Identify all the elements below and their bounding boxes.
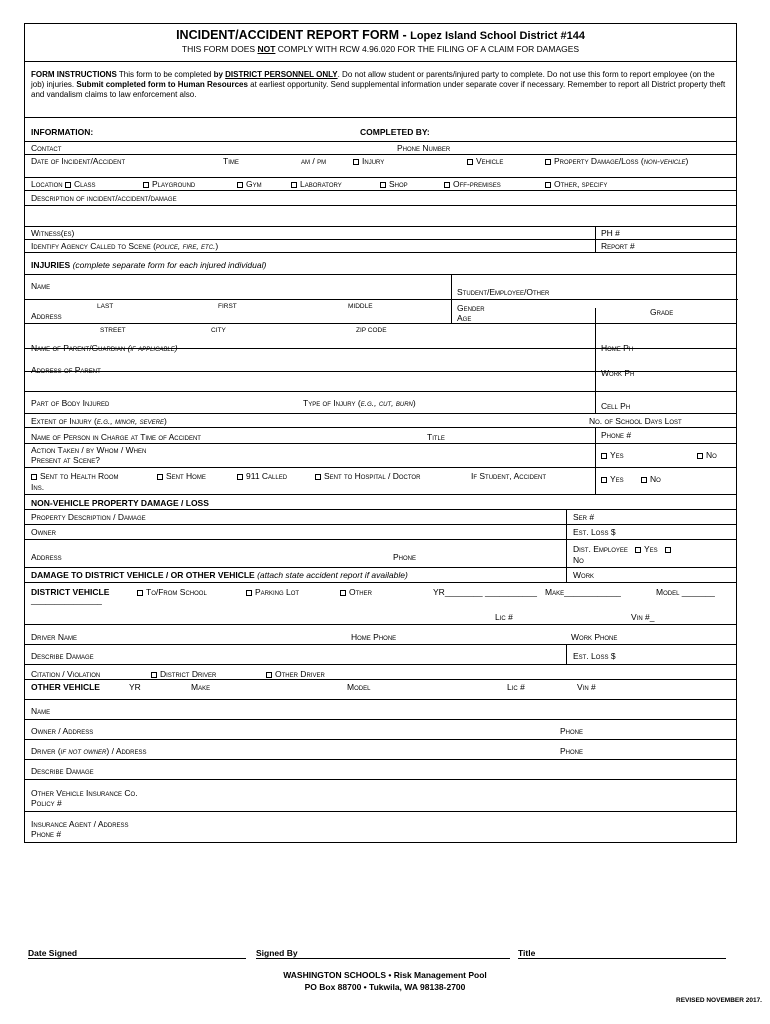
org-name: WASHINGTON SCHOOLS • Risk Management Pool (283, 970, 487, 980)
emp-no-checkbox[interactable] (665, 547, 671, 553)
description-line[interactable] (25, 206, 736, 227)
property-header: NON-VEHICLE PROPERTY DAMAGE / LOSS (25, 495, 736, 510)
district-vehicle-row[interactable]: DISTRICT VEHICLE To/From School Parking Lot Other YR________ ___________ Make____________ Model _______ _______________ Lic # Vin #_ (25, 583, 736, 625)
information-header: INFORMATION: COMPLETED BY: (25, 118, 736, 142)
location-row: Location Class Playground Gym Laboratory Shop Off-premises Other, specify (25, 178, 736, 191)
class-checkbox[interactable] (65, 182, 71, 188)
property-owner-row[interactable]: Owner Est. Loss $ (25, 525, 736, 540)
form-notice: THIS FORM DOES NOT COMPLY WITH RCW 4.96.020 FOR THE FILING OF A CLAIM FOR DAMAGES (181, 44, 580, 54)
form-title: INCIDENT/ACCIDENT REPORT FORM - Lopez Island School District #144 (176, 28, 585, 42)
body-part-row[interactable]: Part of Body Injured Type of Injury (e.g., cut, burn) Cell Ph (25, 392, 736, 414)
title-label: Title (518, 948, 726, 959)
org-address: PO Box 88700 • Tukwila, WA 98138-2700 (304, 982, 466, 992)
gym-checkbox[interactable] (237, 182, 243, 188)
driver-name-row[interactable]: Driver Name Home Phone Work Phone (25, 625, 736, 645)
other-location-checkbox[interactable] (545, 182, 551, 188)
off-premises-checkbox[interactable] (444, 182, 450, 188)
shop-checkbox[interactable] (380, 182, 386, 188)
form-header (25, 24, 736, 62)
date-row[interactable]: Date of Incident/Accident Time am / pm Injury Vehicle Property Damage/Loss (non-vehicle) (25, 155, 736, 178)
property-description-row[interactable]: Property Description / Damage Ser # (25, 510, 736, 525)
injuries-header: INJURIES (complete separate form for each injured individual) (25, 253, 736, 275)
contact-row[interactable]: Contact Phone Number (25, 142, 736, 155)
witness-row[interactable]: Witness(es) PH # (25, 227, 736, 240)
other-describe-row[interactable]: Describe Damage (25, 760, 736, 780)
disposition-row: Sent to Health Room Sent Home 911 Called Sent to Hospital / Doctor If Student, Accident Ins. Yes No (25, 468, 736, 495)
form-instructions: FORM INSTRUCTIONS This form to be completed by DISTRICT PERSONNEL ONLY. Do not allow student or parents/injured party to complete. Do not use this form to report employee (on the job) injuries. Submit completed form to Human Resources at earliest opportunity. Send supplemental information under separate cover if necessary. Remember to report all District property theft and vandalism claims to law enforcement also. (25, 62, 736, 118)
parent-row[interactable]: Name of Parent/Guardian (if applicable) Home Ph (25, 349, 736, 372)
present-no-checkbox[interactable] (697, 453, 703, 459)
revision-date: REVISED NOVEMBER 2017. (676, 997, 762, 1004)
citation-row[interactable]: Citation / Violation District Driver Other Driver (25, 665, 736, 680)
insurance-agent-row[interactable]: Insurance Agent / Address Phone # (31, 819, 129, 839)
laboratory-checkbox[interactable] (291, 182, 297, 188)
district-driver-checkbox[interactable] (151, 672, 157, 678)
ins-yes-checkbox[interactable] (601, 477, 607, 483)
other-owner-row[interactable]: Owner / Address Phone (25, 720, 736, 740)
person-in-charge-row[interactable]: Name of Person in Charge at Time of Accident Title Phone # (25, 428, 736, 444)
report-form (24, 23, 737, 843)
extent-row[interactable]: Extent of Injury (e.g., minor, severe) No. of School Days Lost (25, 414, 736, 428)
other-name-row[interactable]: Name (25, 700, 736, 720)
911-called-checkbox[interactable] (237, 474, 243, 480)
sent-home-checkbox[interactable] (157, 474, 163, 480)
other-driver-checkbox[interactable] (266, 672, 272, 678)
describe-damage-row[interactable]: Describe Damage Est. Loss $ (25, 645, 736, 665)
playground-checkbox[interactable] (143, 182, 149, 188)
vehicle-checkbox[interactable] (467, 159, 473, 165)
present-yes-checkbox[interactable] (601, 453, 607, 459)
date-signed-label: Date Signed (28, 948, 246, 959)
vehicle-damage-header: DAMAGE TO DISTRICT VEHICLE / OR OTHER VEHICLE (attach state accident report if available) Work (25, 568, 736, 583)
emp-yes-checkbox[interactable] (635, 547, 641, 553)
property-checkbox[interactable] (545, 159, 551, 165)
parking-lot-checkbox[interactable] (246, 590, 252, 596)
other-insurance-row[interactable]: Other Vehicle Insurance Co. Policy # (25, 780, 736, 812)
street-row[interactable]: STREET CITY ZIP CODE (25, 324, 736, 349)
agency-row[interactable]: Identify Agency Called to Scene (police, fire, etc.) Report # (25, 240, 736, 253)
injury-checkbox[interactable] (353, 159, 359, 165)
health-room-checkbox[interactable] (31, 474, 37, 480)
action-taken-row[interactable]: Action Taken / by Whom / When Present at Scene? Yes No (25, 444, 736, 468)
hospital-checkbox[interactable] (315, 474, 321, 480)
signed-by-label: Signed By (256, 948, 510, 959)
parent-address-row[interactable]: Address of Parent Work Ph (25, 372, 736, 392)
other-vehicle-checkbox[interactable] (340, 590, 346, 596)
to-from-school-checkbox[interactable] (137, 590, 143, 596)
other-driver-row[interactable]: Driver (if not owner) / Address Phone (25, 740, 736, 760)
description-row[interactable]: Description of incident/accident/damage (25, 191, 736, 206)
property-address-row[interactable]: Address Phone Dist. Employee Yes No (25, 540, 736, 568)
name-address-block[interactable]: Name Student/Employee/Other LAST FIRST MIDDLE Address Gender Age Grade (25, 275, 736, 324)
other-vehicle-row[interactable]: OTHER VEHICLE YR Make Model Lic # Vin # (25, 680, 736, 700)
ins-no-checkbox[interactable] (641, 477, 647, 483)
